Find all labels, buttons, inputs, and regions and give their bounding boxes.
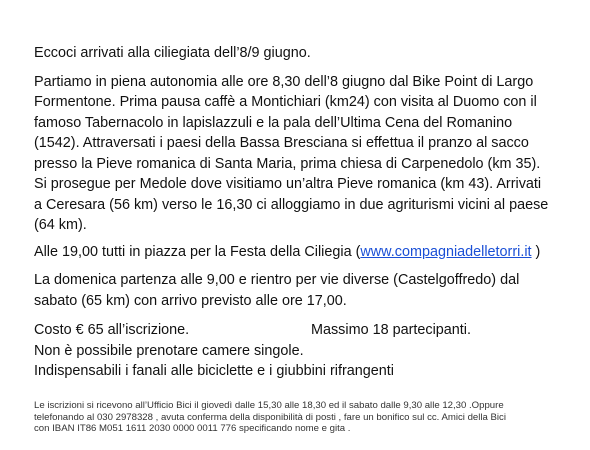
intro-line: Eccoci arrivati alla ciliegiata dell’8/9 giugno. <box>34 45 311 61</box>
itinerary-line: (1542). Attraversati i paesi della Bassa Bresciana si effettua il pranzo al sacco <box>34 135 529 151</box>
fine-print-line: Le iscrizioni si ricevono all’Ufficio Bici il giovedì dalle 15,30 alle 18,30 ed il sabato dalle 9,30 alle 12,30 .Oppure <box>34 400 504 411</box>
fine-print-line: telefonando al 030 2978328 , avuta conferma della disponibilità di posti , fare un bonifico sul cc. Amici della Bici <box>34 411 506 423</box>
max-participants-text: Massimo 18 partecipanti. <box>311 322 471 338</box>
sunday-line: La domenica partenza alle 9,00 e rientro per vie diverse (Castelgoffredo) dal <box>34 272 520 288</box>
itinerary-line: Formentone. Prima pausa caffè a Montichiari (km24) con visita al Duomo con il <box>34 94 537 110</box>
itinerary-line: Partiamo in piena autonomia alle ore 8,30 dell’8 giugno dal Bike Point di Largo <box>34 73 534 90</box>
festa-text-before: Alle 19,00 tutti in piazza per la Festa della Ciliegia ( <box>34 243 361 260</box>
sunday-line: sabato (65 km) con arrivo previsto alle ore 17,00. <box>34 292 347 309</box>
festa-paragraph <box>34 242 574 263</box>
cost-row <box>34 320 574 341</box>
intro-paragraph <box>34 43 574 64</box>
cost-text: Costo € 65 all’iscrizione. <box>34 322 190 338</box>
details-paragraph <box>34 320 574 382</box>
fine-print-line: con IBAN IT86 M051 1611 2030 0000 0011 776 specificando nome e gita . <box>34 423 351 435</box>
itinerary-paragraph <box>34 72 574 236</box>
website-link[interactable]: www.compagniadelletorri.it <box>360 243 532 260</box>
itinerary-line: presso la Pieve romanica di Santa Maria, prima chiesa di Carpenedolo (km 35). <box>34 155 541 172</box>
itinerary-line: (64 km). <box>34 217 87 233</box>
itinerary-line: famoso Tabernacolo in lapislazzuli e la pala dell’Ultima Cena del Romanino <box>34 114 513 131</box>
no-single-rooms-text: Non è possibile prenotare camere singole. <box>34 342 304 359</box>
festa-line <box>34 242 574 263</box>
lights-requirement-text: Indispensabili i fanali alle biciclette e i giubbini rifrangenti <box>34 363 394 379</box>
itinerary-line: Si prosegue per Medole dove visitiamo un’altra Pieve romanica (km 43). Arrivati <box>34 176 542 192</box>
registration-fine-print <box>34 400 574 435</box>
festa-text-after: ) <box>531 243 541 260</box>
itinerary-line: a Ceresara (56 km) verso le 16,30 ci alloggiamo in due agriturismi vicini al paese <box>34 196 549 213</box>
document-body <box>34 43 574 390</box>
sunday-paragraph <box>34 270 574 311</box>
